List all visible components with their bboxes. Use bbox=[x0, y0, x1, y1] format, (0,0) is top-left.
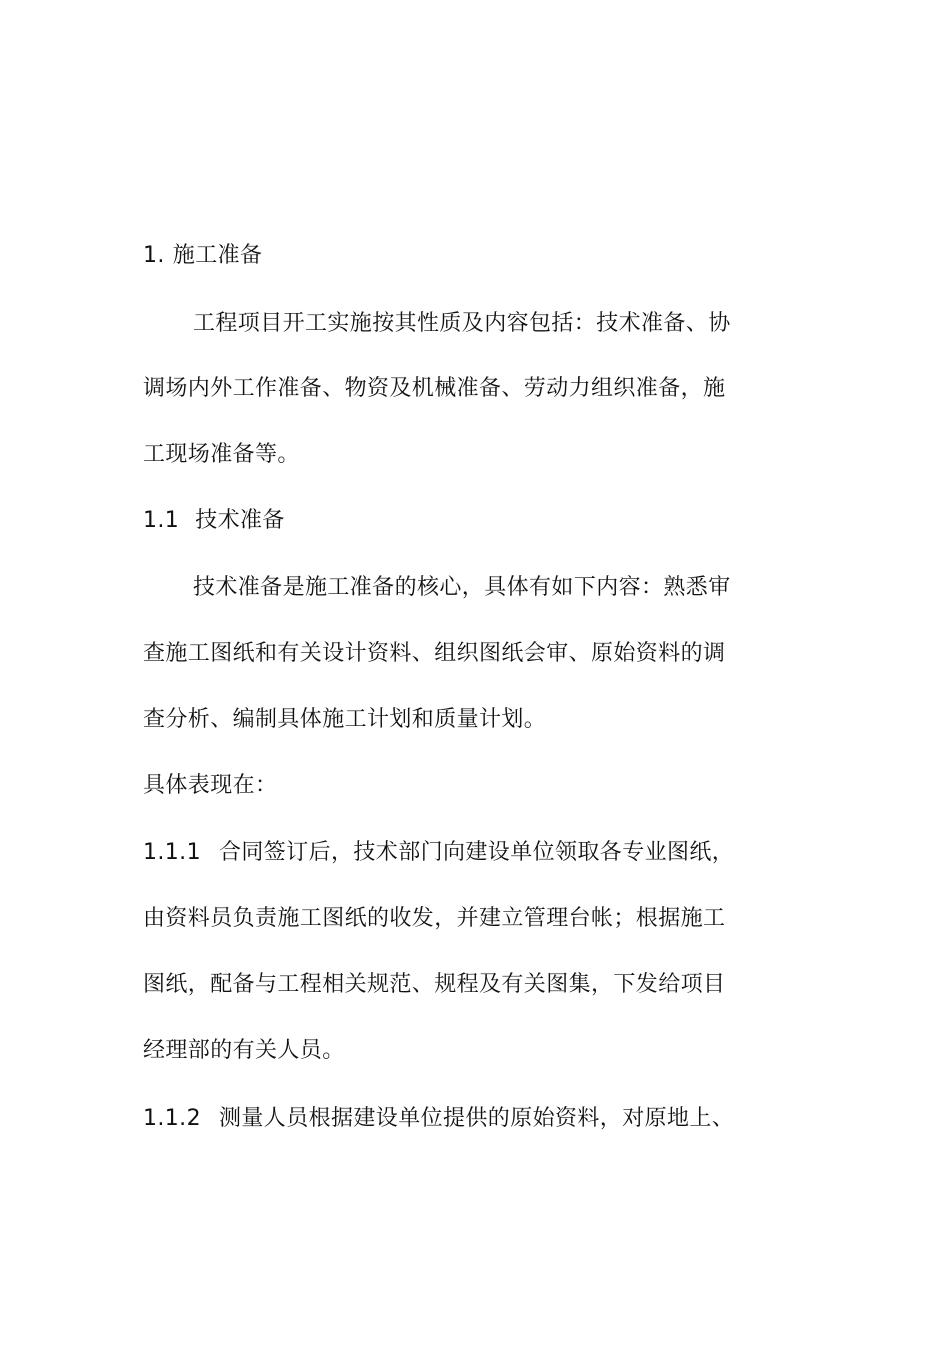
section-title: 技术准备 bbox=[195, 508, 285, 533]
paragraph-line: 经理部的有关人员。 bbox=[143, 1038, 345, 1063]
paragraph-line: 图纸，配备与工程相关规范、规程及有关图集，下发给项目 bbox=[143, 972, 726, 997]
list-item-1-1-1 bbox=[143, 838, 753, 868]
section-heading-1 bbox=[143, 241, 753, 271]
item-number: 1.1.2 bbox=[143, 1106, 201, 1131]
item-text: 测量人员根据建设单位提供的原始资料，对原地上、 bbox=[219, 1106, 735, 1131]
item-number: 1.1.1 bbox=[143, 840, 201, 865]
paragraph-line: 技术准备是施工准备的核心，具体有如下内容：熟悉审 bbox=[193, 575, 731, 600]
section-heading-1-1 bbox=[143, 506, 753, 536]
paragraph-line: 工现场准备等。 bbox=[143, 442, 300, 467]
section-number: 1.1 bbox=[143, 508, 180, 533]
paragraph-line: 查施工图纸和有关设计资料、组织图纸会审、原始资料的调 bbox=[143, 641, 726, 666]
section-title: 施工准备 bbox=[172, 243, 263, 268]
item-text: 合同签订后，技术部门向建设单位领取各专业图纸， bbox=[219, 840, 735, 865]
paragraph-line: 查分析、编制具体施工计划和质量计划。 bbox=[143, 707, 547, 732]
paragraph-line: 工程项目开工实施按其性质及内容包括：技术准备、协 bbox=[193, 311, 731, 336]
paragraph-line: 调场内外工作准备、物资及机械准备、劳动力组织准备，施 bbox=[143, 376, 726, 401]
paragraph-line: 由资料员负责施工图纸的收发，并建立管理台帐；根据施工 bbox=[143, 906, 726, 931]
list-item-1-1-2 bbox=[143, 1104, 753, 1134]
section-number: 1. bbox=[143, 243, 165, 268]
paragraph-line: 具体表现在： bbox=[143, 773, 278, 798]
